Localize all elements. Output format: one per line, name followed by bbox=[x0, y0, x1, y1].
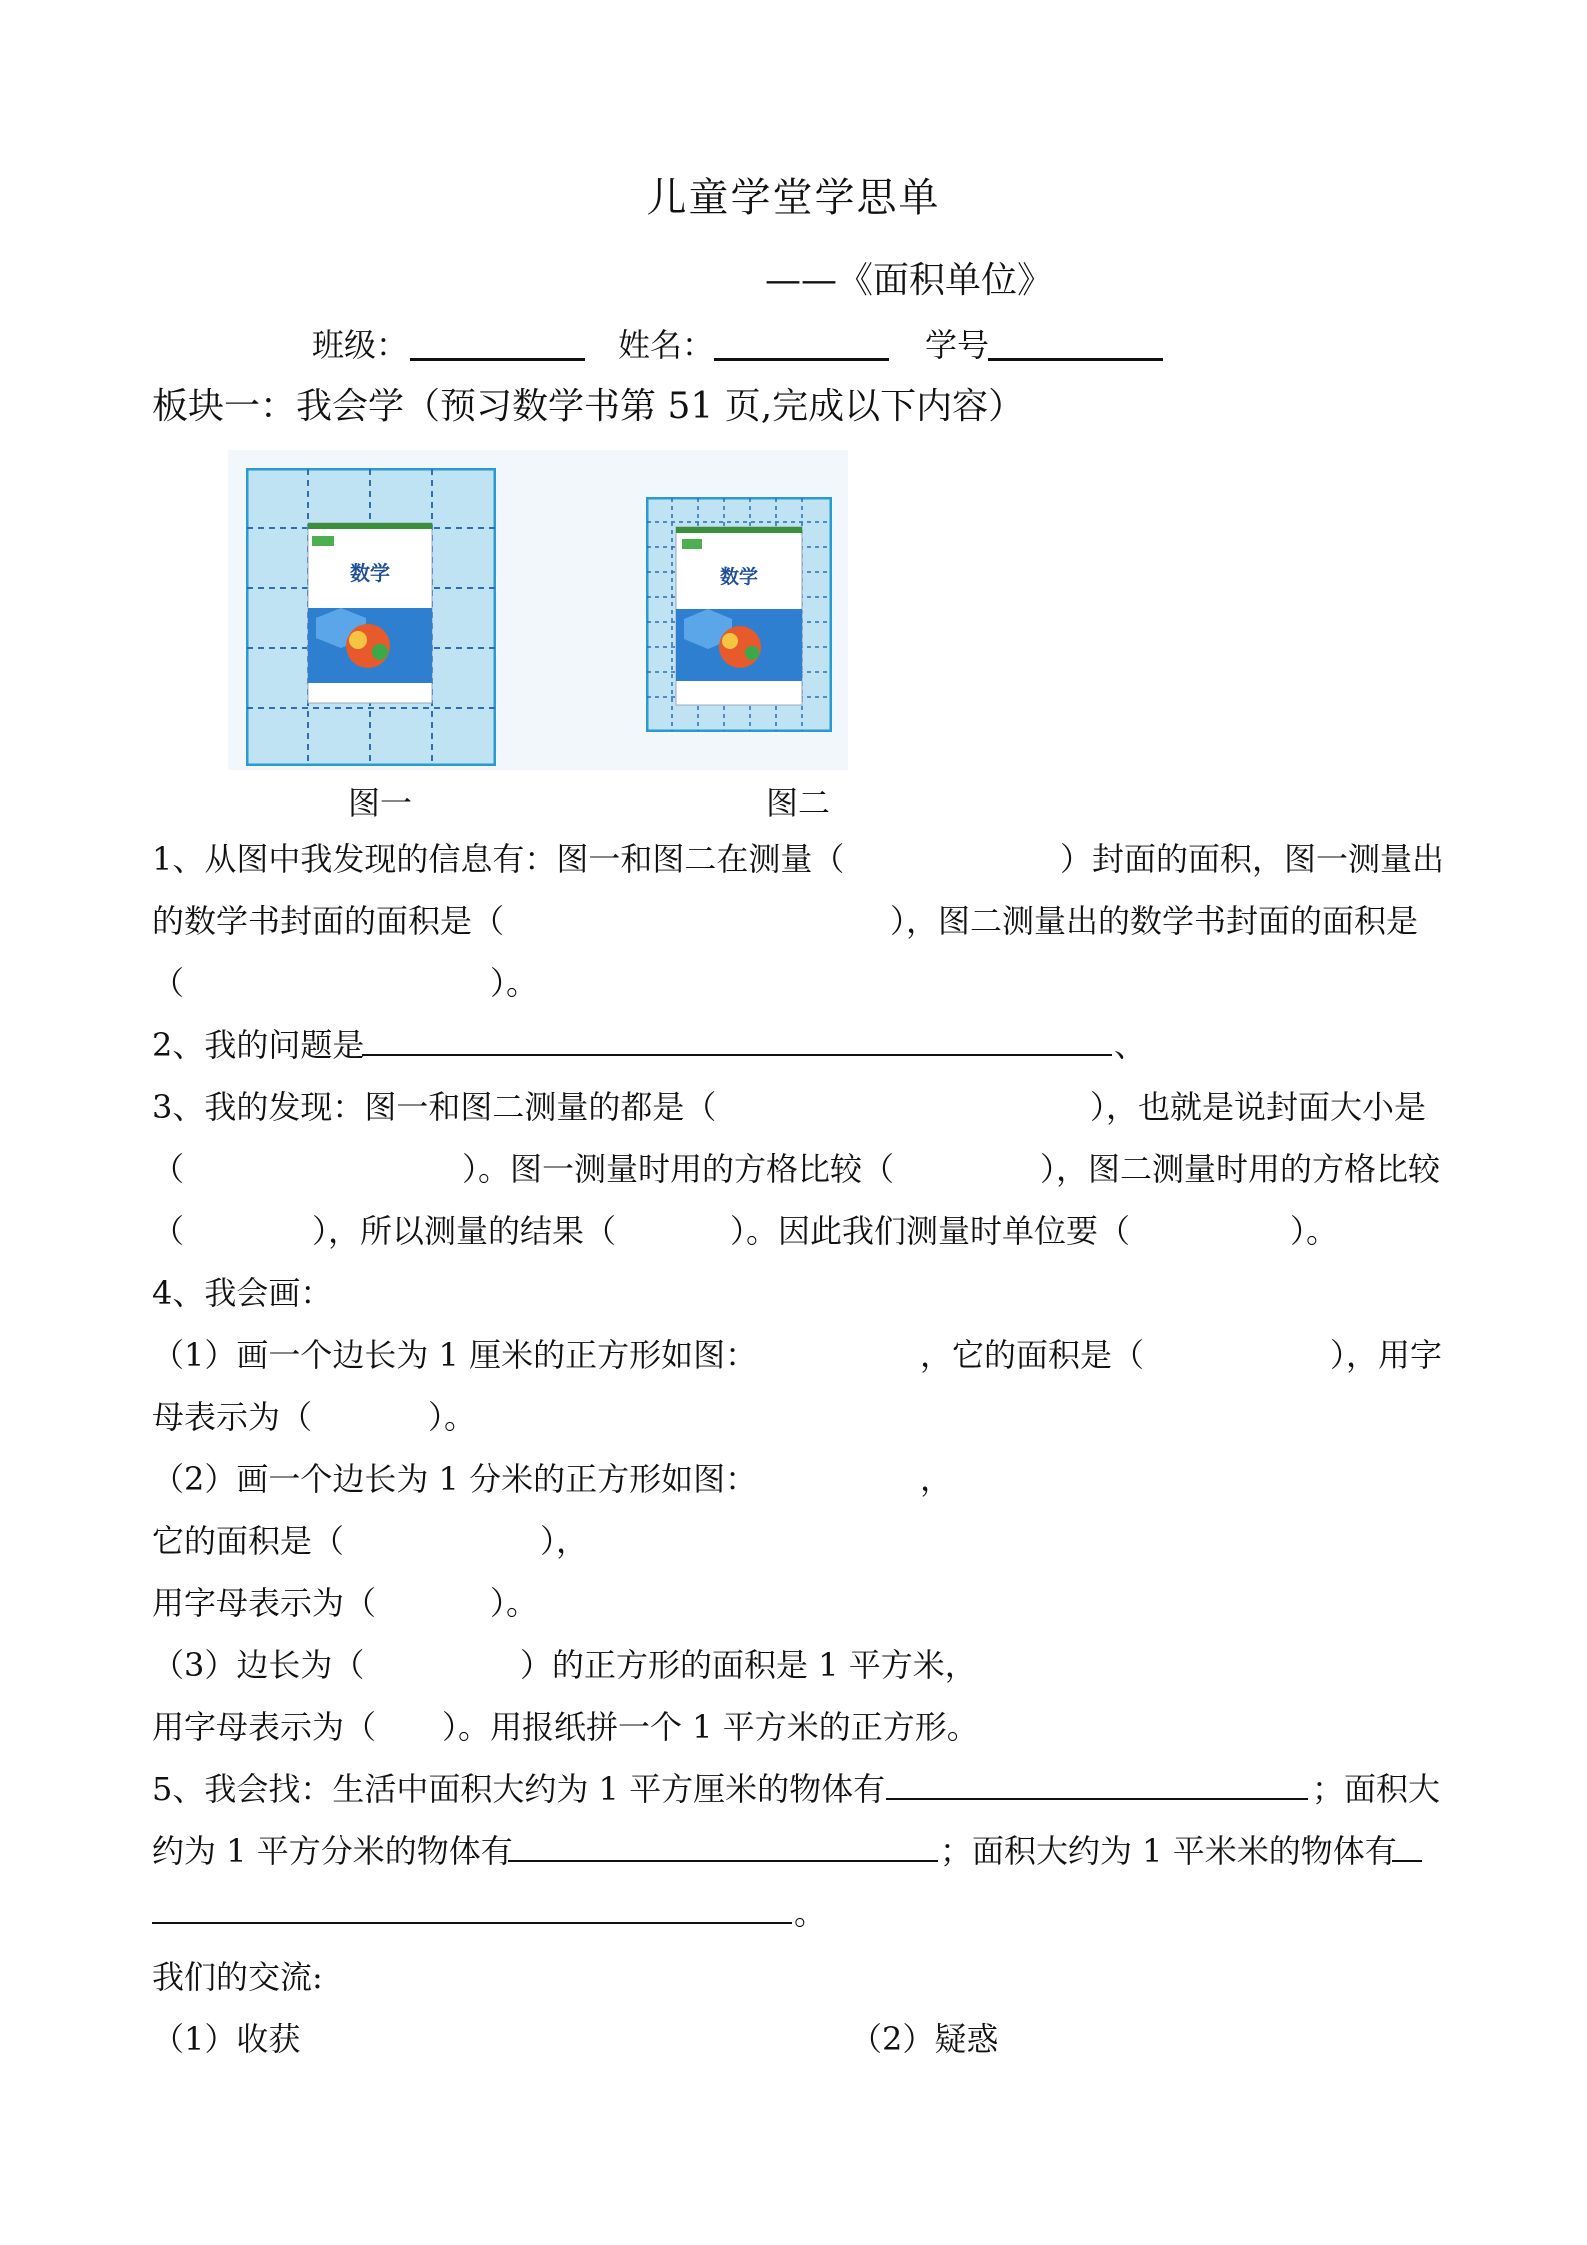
q3-line2-c: ），图二测量时用的方格比较 bbox=[1040, 1150, 1441, 1188]
section-heading: 板块一：我会学（预习数学书第 51 页,完成以下内容） bbox=[152, 386, 1025, 427]
page-subtitle: ——《面积单位》 bbox=[765, 260, 1054, 301]
q4-p1-e: ）。 bbox=[428, 1398, 477, 1436]
q1-line3-start: （ bbox=[152, 964, 185, 1002]
q5-sq-m-answer-line-start[interactable] bbox=[1392, 1830, 1422, 1862]
q3-line3-d: ）。 bbox=[1290, 1212, 1339, 1250]
q4-p3-d: ）。用报纸拼一个 1 平方米的正方形。 bbox=[442, 1708, 979, 1746]
q3-line1-end: ），也就是说封面大小是 bbox=[1090, 1088, 1427, 1126]
class-label: 班级： bbox=[312, 326, 409, 364]
math-book-cover bbox=[308, 523, 432, 703]
q4-heading: 4、我会画： bbox=[152, 1274, 333, 1312]
q4-p1-d: 母表示为（ bbox=[152, 1398, 313, 1436]
q2-answer-line[interactable] bbox=[362, 1024, 1112, 1056]
q5-line2-end: ；面积大约为 1 平米米的物体有 bbox=[940, 1832, 1397, 1870]
q1-line1-start: 1、从图中我发现的信息有：图一和图二在测量（ bbox=[152, 840, 845, 878]
figure-one bbox=[246, 468, 496, 766]
exchange-heading: 我们的交流: bbox=[152, 1958, 323, 1996]
q2-label: 2、我的问题是 bbox=[152, 1026, 365, 1064]
q4-p2-e: 用字母表示为（ bbox=[152, 1584, 377, 1622]
q3-line2-b: ）。图一测量时用的方格比较（ bbox=[462, 1150, 895, 1188]
q1-line2-start: 的数学书封面的面积是（ bbox=[152, 902, 505, 940]
q4-p2-d: ）， bbox=[540, 1522, 589, 1560]
q4-p2-a: （2）画一个边长为 1 分米的正方形如图： bbox=[152, 1460, 758, 1498]
q5-sq-m-answer-line[interactable] bbox=[152, 1892, 792, 1924]
q4-p1-a: （1）画一个边长为 1 厘米的正方形如图： bbox=[152, 1336, 758, 1374]
exchange-doubt-label: （2）疑惑 bbox=[850, 2020, 999, 2058]
q4-p3-c: 用字母表示为（ bbox=[152, 1708, 377, 1746]
q4-p2-c: 它的面积是（ bbox=[152, 1522, 345, 1560]
q5-end: 。 bbox=[794, 1894, 827, 1932]
name-field[interactable] bbox=[714, 326, 889, 361]
figure-one-caption: 图一 bbox=[348, 784, 413, 822]
q3-line2-a: （ bbox=[152, 1150, 185, 1188]
q3-line3-a: （ bbox=[152, 1212, 185, 1250]
figure-two-caption: 图二 bbox=[766, 784, 831, 822]
q1-line1-end: ）封面的面积，图一测量出 bbox=[1060, 840, 1445, 878]
q5-line1-start: 5、我会找：生活中面积大约为 1 平方厘米的物体有 bbox=[152, 1770, 886, 1808]
class-field[interactable] bbox=[410, 326, 585, 361]
q4-p3-b: ）的正方形的面积是 1 平方米， bbox=[520, 1646, 977, 1684]
exchange-gain-label: （1）收获 bbox=[152, 2020, 301, 2058]
q4-p3-a: （3）边长为（ bbox=[152, 1646, 365, 1684]
q5-line1-end: ；面积大 bbox=[1312, 1770, 1441, 1808]
q3-line1-start: 3、我的发现：图一和图二测量的都是（ bbox=[152, 1088, 717, 1126]
book-title: 数学 bbox=[350, 561, 390, 585]
q3-line3-c: ）。因此我们测量时单位要（ bbox=[730, 1212, 1131, 1250]
student-id-label: 学号 bbox=[925, 326, 990, 364]
book-title: 数学 bbox=[719, 566, 759, 588]
math-book-cover bbox=[676, 527, 802, 705]
q4-p2-f: ）。 bbox=[490, 1584, 539, 1622]
student-id-field[interactable] bbox=[988, 326, 1163, 361]
name-label: 姓名： bbox=[618, 326, 715, 364]
q5-sq-cm-answer-line[interactable] bbox=[886, 1768, 1308, 1800]
figure-two bbox=[646, 497, 832, 732]
q5-sq-dm-answer-line[interactable] bbox=[508, 1830, 938, 1862]
q4-p1-c: ），用字 bbox=[1330, 1336, 1443, 1374]
q1-line3-end: ）。 bbox=[490, 964, 539, 1002]
q2-end: 、 bbox=[1114, 1026, 1147, 1064]
q4-p2-b: ， bbox=[920, 1460, 953, 1498]
q1-line2-end: ），图二测量出的数学书封面的面积是 bbox=[890, 902, 1419, 940]
page-title: 儿童学堂学思单 bbox=[646, 175, 941, 221]
q3-line3-b: ），所以测量的结果（ bbox=[312, 1212, 617, 1250]
q5-line2-start: 约为 1 平方分米的物体有 bbox=[152, 1832, 513, 1870]
q4-p1-b: ，它的面积是（ bbox=[920, 1336, 1145, 1374]
